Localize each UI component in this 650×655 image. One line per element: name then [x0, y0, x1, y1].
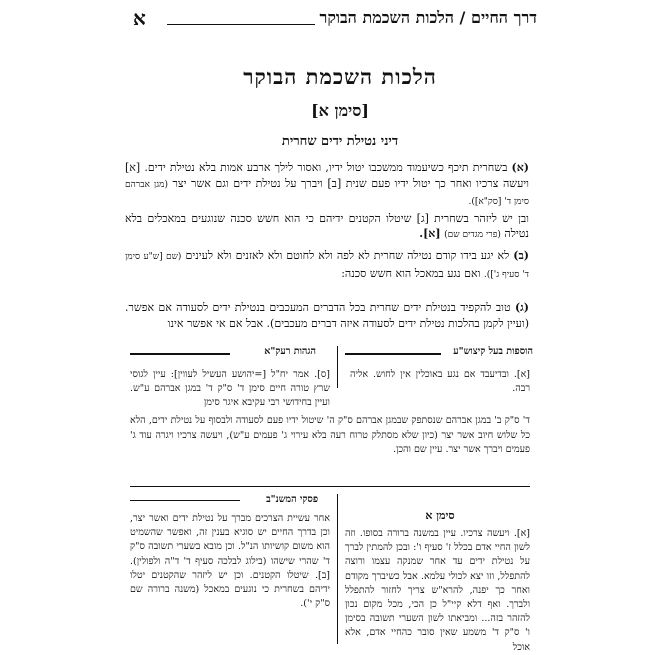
paragraph-label: (ג) — [514, 301, 529, 314]
paragraph-1 — [125, 160, 529, 244]
paragraph-source: (מגן אברהם סימן ד' [סק"א]). — [125, 179, 529, 207]
mishna-berura-right-column: [א]. ויעשה צרכיו. עיין במשנה ברורה בסופו. וזה לשון החיי אדם בכלל ז' סעיף ו': ובכן להמתין לברך על נטילת ידים עד אחר שמנקה עצמו ורוצה להתפלל, וזו יצא לכולי עלמא. אבל כשיברך מקודם ואחר כך יפנה, להרא"ש צריך לחזור להתפלל ולברך. ואף דלא קיי"ל כן הכי, מכל מקום נכון להזהר בזה... ומביאתו לשון השערי תשובה בסימן ו' ס"ק ד' משמע שאין סובר כהחיי אדם, אלא אוכל — [345, 528, 530, 653]
paragraph-text-2: ואם נגע במאכל הוא חשש סכנה: — [341, 266, 481, 280]
notes-left-header — [130, 346, 330, 362]
paragraph-text: לא יגע בידו קודם נטילה שחרית לא לפה ולא לחוטם ולא לאזנים ולא לעינים — [185, 249, 510, 262]
paragraph-2 — [125, 248, 529, 283]
header-rule — [130, 500, 240, 501]
page-number: א — [133, 6, 146, 30]
running-header — [133, 6, 537, 32]
paragraph-source: (שם [ש"ע סימן ד' סעיף ג']). — [125, 252, 529, 280]
paragraph-tail: [א]. — [419, 227, 441, 240]
note-left: [ס]. אמר יח"ל [=יהושע העשיל לעווין]: עיין לגוסי שרץ טורה חיים סימן ד' ס"ק ד' במגן אברהם ע"ש. ועיין בחידושי רבי עקיבא איגר סימן — [130, 369, 330, 408]
note-continuation: ד' ס"ק ב' במגן אברהם שנסתפק שבמגן אברהם ס"ק ה' שיטול ידיו פעם לסעודה ולבסוף על נטילת ידים, הלא כל שלוש חיוב אשר יצר (כיון שלא מסתלק טרוח רעה בלא עירוי ג' פעמים ע"ש), ויעשה צרכיו ויגרה עוד ג' פעמים ויברך אשר יצר. עיין שם והכן. — [130, 415, 530, 455]
header-rule — [167, 24, 315, 25]
note-right: [א]. ובדיעבד אם נגע באוכלין אין לחוש. אליה רבה. — [350, 369, 530, 394]
paragraph-label: (ב) — [513, 249, 529, 262]
notes-left-header-label: הגהות רעק"א — [264, 346, 316, 357]
siman-label: [סימן א] — [311, 101, 369, 120]
column-divider — [337, 346, 338, 388]
paragraph-text-2: ובן יש ליזהר בשחרית [ג] שיטלו הקטנים ידיהם כי הוא חשש סכנה שנוגעים במאכלים בלא נטילה — [125, 211, 529, 240]
header-rule — [130, 353, 230, 355]
paragraph-3 — [125, 300, 529, 331]
mishna-berura-header — [130, 494, 330, 508]
section-rule — [130, 486, 530, 487]
chapter-title: הלכות השכמת הבוקר — [243, 64, 437, 89]
column-divider — [337, 494, 338, 644]
mishna-berura-header-label: פסקי המשנ"ב — [266, 494, 318, 505]
paragraph-text: טוב להקפיד בנטילת ידים שחרית בכל הדברים המעכבים בנטילת ידים לסעודה אם אפשר. (ועיין לקמן בהלכות נטילת ידים לסעודה איזה דברים מעכבים). אבל אם אי אפשר אינו — [125, 301, 529, 330]
mishna-berura-siman: סימן א — [425, 509, 455, 522]
header-rule — [345, 353, 441, 355]
paragraph-text: בשחרית תיכף כשיעמוד ממשכבו יטול ידיו, ואסור לילך ארבע אמות בלא נטילת ידים. [א] ויעשה צרכיו ואחר כך יטול ידיו פעם שנית [ב] ויברך על נטילת ידים וגם אשר יצר — [125, 161, 529, 190]
mishna-berura-left-column: אחר עשיית הצרכים מברך על נטילת ידים ואשר יצר, וכן בדרך החיים יש סוגיא בענין זה, ואפשר שהשמיט הוא משום קושיותו הנ"ל. וכן מובא בשערי תשובה ס"ק ד' שהרי שישהו (בילוג לבלכה סעיף ד' ד"ה ולפולין). [ב]. שיטלו הקטנים. וכן יש ליזהר שהקטנים יטלו ידיהם בשחרית כי נוגעים במאכל (משנה ברורה שם ס"ק י'). — [130, 513, 330, 610]
section-subject: דיני נטילת ידים שחרית — [281, 134, 399, 149]
paragraph-label: (א) — [511, 161, 529, 174]
notes-right-header — [345, 346, 533, 362]
notes-right-header-label: הוספות בעל קיצוש"ע — [453, 346, 533, 357]
running-header-title: דרך החיים / הלכות השכמת הבוקר — [319, 8, 537, 27]
paragraph-source-2: (פרי מגדים שם) — [444, 230, 501, 240]
